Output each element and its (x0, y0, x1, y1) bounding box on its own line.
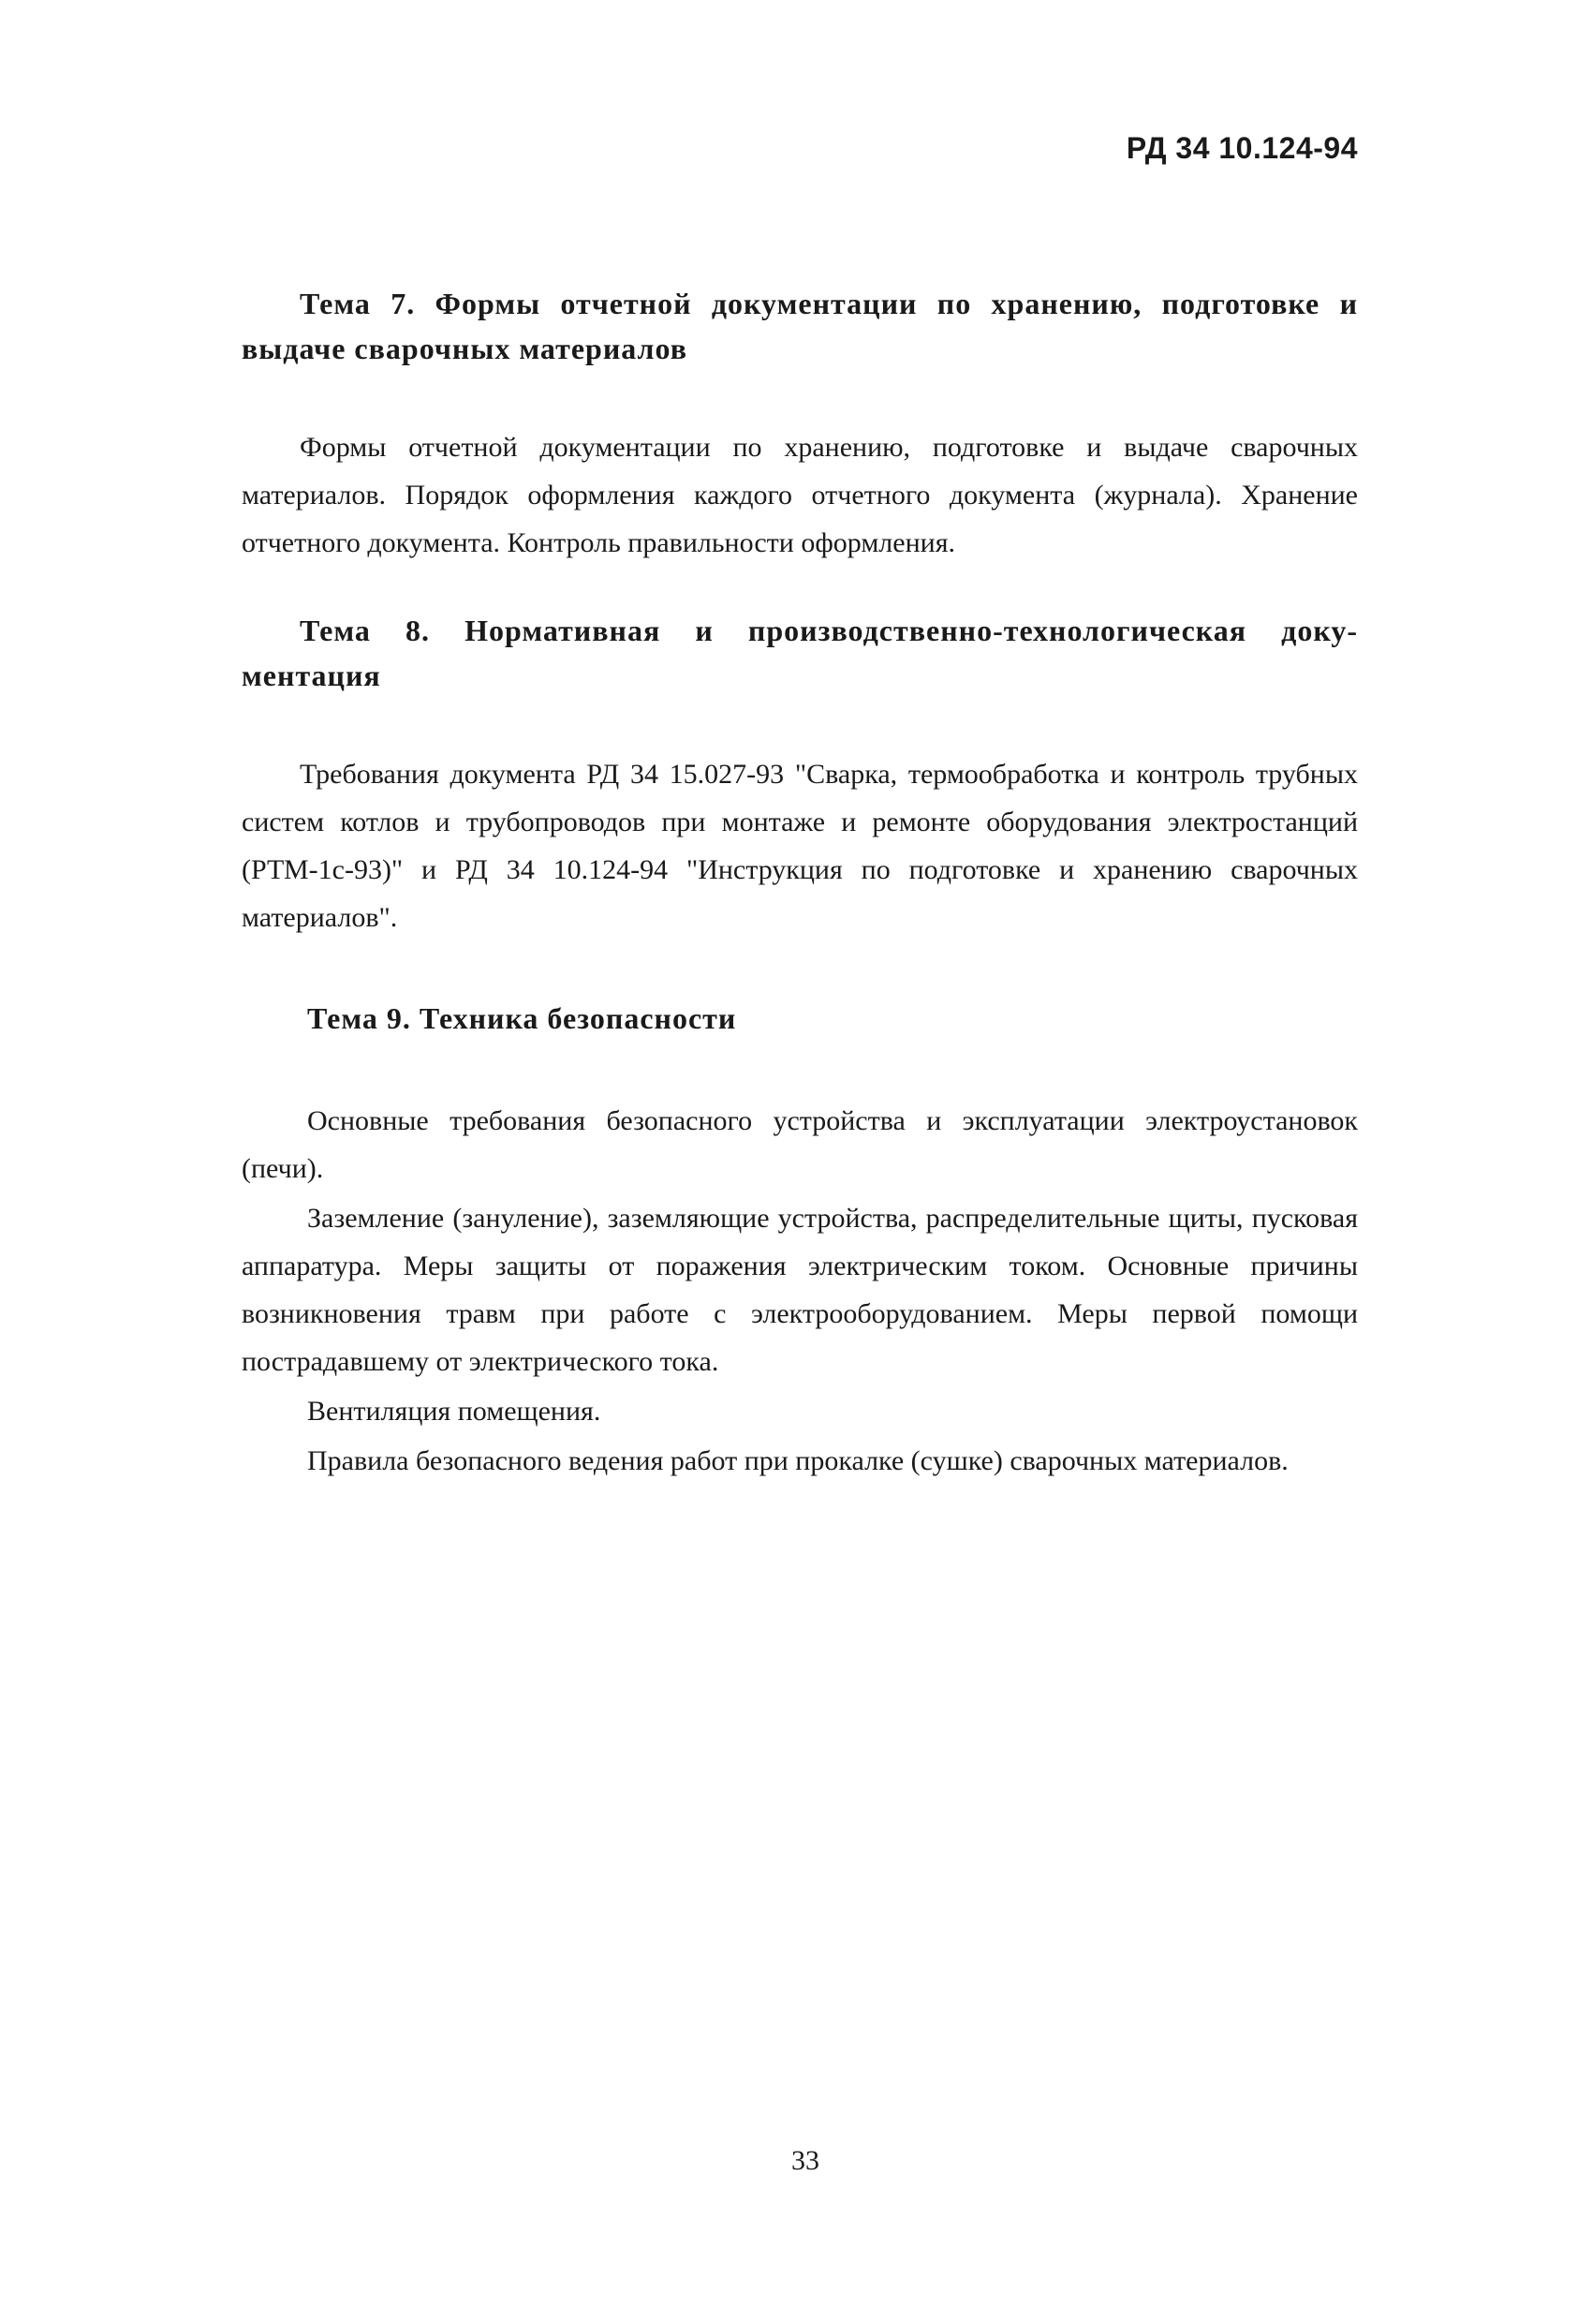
section-heading-8: Тема 8. Нормативная и производственно-технологическая доку-ментация (242, 614, 1358, 692)
section-paragraph-9-1: Основные требования безопасного устройства и эксплуатации электроустановок (печи). (242, 1105, 1358, 1184)
section-paragraph-8-1: Требования документа РД 34 15.027-93 "Сварка, термообработка и контроль трубных систем котлов и трубопроводов при монтаже и ремонте оборудования электростанций (РТМ-1с-93)" и РД 34 10.124-94 "Инструкция по подготовке и хранению сварочных материалов". (242, 759, 1358, 933)
page-number: 33 (791, 2145, 819, 2176)
section-heading-9: Тема 9. Техника безопасности (307, 1001, 737, 1035)
page-body (242, 281, 1358, 1485)
document-code: РД 34 10.124-94 (1126, 131, 1358, 165)
section-paragraph-9-2: Заземление (зануление), заземляющие устройства, распределительные щиты, пусковая аппаратура. Меры защиты от поражения электрическим током. Основные причины возникновения травм при работе с электрооборудованием. Меры первой помощи пострадавшему от электрического тока. (242, 1203, 1358, 1377)
section-paragraph-9-3: Вентиляция помещения. (307, 1396, 601, 1427)
section-heading-7: Тема 7. Формы отчетной документации по хранению, подготовке и выдаче сварочных материалов (242, 287, 1358, 365)
section-paragraph-7-1: Формы отчетной документации по хранению, подготовке и выдаче сварочных материалов. Порядок оформления каждого отчетного документа (журнала). Хранение отчетного документа. Контроль правильности оформления. (242, 432, 1358, 558)
section-paragraph-9-4: Правила безопасного ведения работ при прокалке (сушке) сварочных материалов. (307, 1445, 1289, 1476)
